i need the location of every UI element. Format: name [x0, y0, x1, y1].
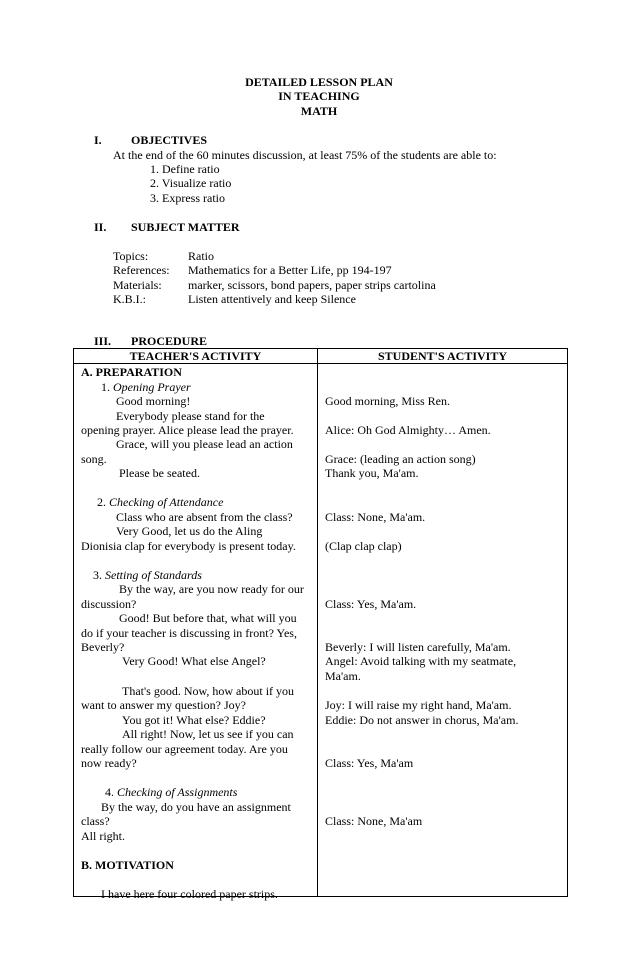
teacher-line: By the way, are you now ready for our	[119, 582, 304, 596]
step-title: Opening Prayer	[113, 380, 191, 394]
teacher-activity-header: TEACHER'S ACTIVITY	[74, 349, 318, 364]
teacher-line: really follow our agreement today. Are you	[81, 742, 288, 756]
title-line-3: MATH	[300, 104, 338, 118]
teacher-line: All right.	[81, 829, 125, 843]
teacher-line: class?	[81, 814, 110, 828]
teacher-line: I have here four colored paper strips.	[101, 887, 278, 901]
student-activity-cell	[318, 364, 568, 897]
teacher-line: discussion?	[81, 597, 137, 611]
teacher-line: Good morning!	[116, 394, 191, 408]
student-line: Class: None, Ma'am.	[325, 510, 426, 524]
teacher-activity-cell	[74, 364, 318, 901]
student-line: Eddie: Do not answer in chorus, Ma'am.	[325, 713, 519, 727]
step-number: 3.	[93, 568, 105, 582]
objectives-intro: At the end of the 60 minutes discussion, at least 75% of the students are able to:	[113, 148, 497, 162]
objectives-heading: OBJECTIVES	[131, 133, 208, 147]
subject-label: References:	[113, 263, 170, 277]
teacher-line: Everybody please stand for the	[116, 409, 265, 423]
teacher-line: Beverly?	[81, 640, 125, 654]
teacher-line: Good! But before that, what will you	[119, 611, 297, 625]
teacher-line: All right! Now, let us see if you can	[122, 727, 294, 741]
step-checking-attendance	[97, 495, 223, 509]
teacher-line: You got it! What else? Eddie?	[122, 713, 266, 727]
step-setting-standards	[93, 568, 202, 582]
student-activity-header: STUDENT'S ACTIVITY	[318, 349, 568, 364]
procedure-table	[73, 348, 568, 901]
subject-value: Ratio	[188, 249, 214, 263]
teacher-line: Grace, will you please lead an action	[116, 437, 293, 451]
student-line: Class: Yes, Ma'am	[325, 756, 414, 770]
subject-value: Mathematics for a Better Life, pp 194-197	[188, 263, 392, 277]
student-line: Class: Yes, Ma'am.	[325, 597, 417, 611]
step-number: 2.	[97, 495, 109, 509]
step-title: Setting of Standards	[105, 568, 202, 582]
step-title: Checking of Assignments	[117, 785, 238, 799]
teacher-line: opening prayer. Alice please lead the prayer.	[81, 423, 294, 437]
teacher-line: Very Good! What else Angel?	[122, 654, 266, 668]
objective-item: 1. Define ratio	[150, 162, 220, 176]
student-line: Ma'am.	[325, 669, 361, 683]
section-preparation: A. PREPARATION	[81, 365, 182, 379]
title-line-2: IN TEACHING	[278, 89, 360, 103]
student-line: Alice: Oh God Almighty… Amen.	[325, 423, 491, 437]
teacher-line: That's good. Now, how about if you	[122, 684, 295, 698]
teacher-line: now ready?	[81, 756, 137, 770]
subject-label: K.B.I.:	[113, 292, 146, 306]
teacher-line: Very Good, let us do the Aling	[116, 524, 263, 538]
teacher-line: By the way, do you have an assignment	[101, 800, 291, 814]
subject-numeral: II.	[94, 220, 107, 234]
subject-heading: SUBJECT MATTER	[131, 220, 240, 234]
teacher-line: do if your teacher is discussing in front? Yes,	[81, 626, 297, 640]
teacher-line: Please be seated.	[119, 466, 200, 480]
step-number: 4.	[105, 785, 117, 799]
step-opening-prayer	[101, 380, 191, 394]
student-line: Good morning, Miss Ren.	[325, 394, 451, 408]
teacher-line: Class who are absent from the class?	[116, 510, 293, 524]
step-title: Checking of Attendance	[109, 495, 224, 509]
title-line-1: DETAILED LESSON PLAN	[245, 75, 393, 89]
objective-item: 3. Express ratio	[150, 191, 225, 205]
step-number: 1.	[101, 380, 113, 394]
teacher-line: Dionisia clap for everybody is present today.	[81, 539, 296, 553]
teacher-line: song.	[81, 452, 107, 466]
student-line: Grace: (leading an action song)	[325, 452, 476, 466]
step-checking-assignments	[105, 785, 237, 799]
student-line: Joy: I will raise my right hand, Ma'am.	[325, 698, 512, 712]
subject-label: Materials:	[113, 278, 162, 292]
student-line: Thank you, Ma'am.	[325, 466, 419, 480]
subject-label: Topics:	[113, 249, 149, 263]
teacher-line: want to answer my question? Joy?	[81, 698, 246, 712]
section-motivation: B. MOTIVATION	[81, 858, 174, 872]
procedure-heading: PROCEDURE	[131, 334, 208, 348]
student-line: Class: None, Ma'am	[325, 814, 423, 828]
student-line: (Clap clap clap)	[325, 539, 402, 553]
objective-item: 2. Visualize ratio	[150, 176, 232, 190]
student-line: Beverly: I will listen carefully, Ma'am.	[325, 640, 511, 654]
subject-value: Listen attentively and keep Silence	[188, 292, 356, 306]
subject-value: marker, scissors, bond papers, paper strips cartolina	[188, 278, 436, 292]
student-line: Angel: Avoid talking with my seatmate,	[325, 654, 517, 668]
objectives-numeral: I.	[94, 133, 102, 147]
procedure-numeral: III.	[94, 334, 112, 348]
